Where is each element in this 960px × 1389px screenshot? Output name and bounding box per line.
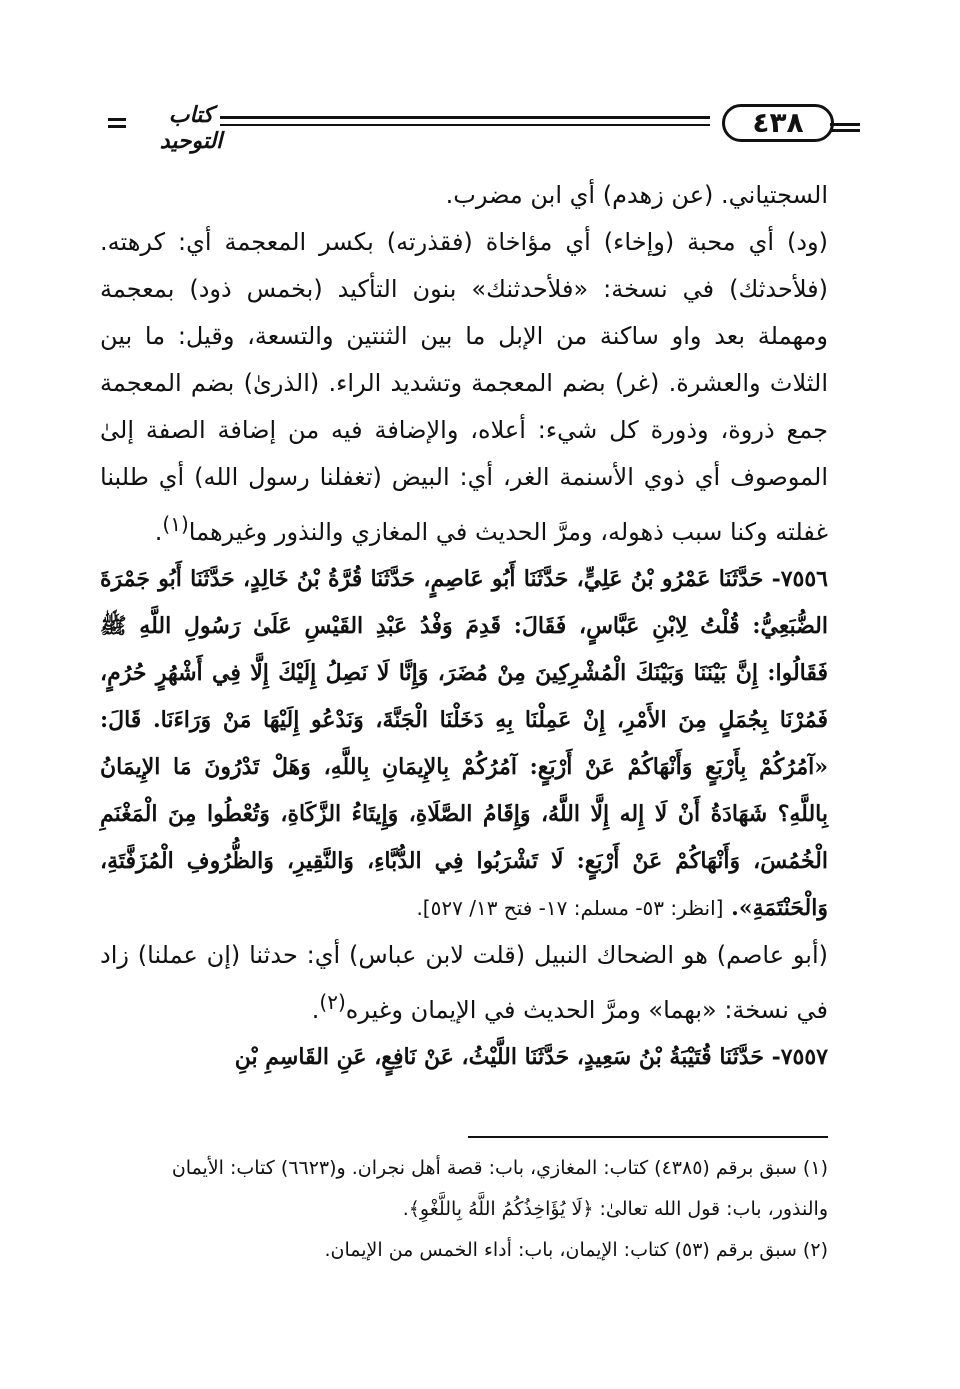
hadith-7557: ٧٥٥٧- حَدَّثَنَا قُتَيْبَةُ بْنُ سَعِيدٍ، حَدَّثَنَا اللَّيْثُ، عَنْ نَافِعٍ، عَنِ القَاسِمِ بْنِ [234, 1044, 828, 1070]
header-rule [220, 124, 710, 126]
hadith-text: ٧٥٥٦- حَدَّثَنَا عَمْرُو بْنُ عَلِيٍّ، حَدَّثَنَا أَبُو عَاصِمٍ، حَدَّثَنَا قُرَّةُ بْنُ خَالِدٍ، حَدَّثَنَا أَبُو جَمْرَةَ الضُّبَعِيُّ: قُلْتُ لِابْنِ عَبَّاسٍ، فَقَالَ: قَدِمَ وَفْدُ عَبْدِ القَيْسِ عَلَىٰ رَسُولِ اللَّهِ ﷺ فَقَالُوا: إِنَّ بَيْنَنَا وَبَيْنَكَ الْمُشْرِكِينَ مِنْ مُضَرَ، وَإِنَّا لَا نَصِلُ إِلَيْكَ إِلَّا فِي أَشْهُرٍ حُرُمٍ، فَمُرْنَا بِجُمَلٍ مِنَ الأَمْرِ، إِنْ عَمِلْنَا بِهِ دَخَلْنَا الْجَنَّةَ، وَنَدْعُو إِلَيْهَا مَنْ وَرَاءَنَا. قَالَ: «آمُرُكُمْ بِأَرْبَعٍ وَأَنْهَاكُمْ عَنْ أَرْبَعٍ: آمُرُكُمْ بِالإِيمَانِ بِاللَّهِ، وَهَلْ تَدْرُونَ مَا الإِيمَانُ بِاللَّهِ؟ شَهَادَةُ أَنْ لَا إِله إِلَّا اللَّهُ، وَإِقَامُ الصَّلَاةِ، وَإِيتَاءُ الزَّكَاةِ، وَتُعْطُوا مِنَ الْمَغْنَمِ الْخُمُسَ، وَأَنْهَاكُمْ عَنْ أَرْبَعٍ: لَا تَشْرَبُوا فِي الدُّبَّاءِ، وَالنَّقِيرِ، وَالظُّرُوفِ الْمُزَفَّتَةِ، وَالْحَنْتَمَةِ». [100, 566, 828, 921]
footnote-2: (٢) سبق برقم (٥٣) كتاب: الإيمان، باب: أداء الخمس من الإيمان. [324, 1239, 828, 1261]
footnote-marker: (٢) [319, 990, 346, 1014]
commentary-paragraph: السجتياني. (عن زهدم) أي ابن مضرب. [445, 181, 828, 209]
book-title: كتاب التوحيد [159, 102, 223, 154]
page-number: ٤٣٨ [722, 104, 834, 142]
header-dash [108, 125, 126, 128]
header-double-rule [220, 116, 710, 130]
footnote-separator [468, 1136, 828, 1138]
hadith-reference: [انظر: ٥٣- مسلم: ١٧- فتح ١٣/ ٥٢٧]. [416, 896, 724, 920]
header-rule [220, 116, 710, 119]
header-dash [108, 118, 126, 121]
header-rule [830, 129, 860, 132]
page-header [100, 98, 860, 154]
commentary-paragraph: (ود) أي محبة (وإخاء) أي مؤاخاة (فقذرته) بكسر المعجمة أي: كرهته. (فلأحدثك) في نسخة: «فلأحدثنك» بنون التأكيد (بخمس ذود) بمعجمة ومهملة بعد واو ساكنة من الإبل ما بين الثنتين والتسعة، وقيل: ما بين الثلاث والعشرة. (غر) بضم المعجمة وتشديد الراء. (الذرىٰ) بضم المعجمة جمع ذروة، وذورة كل شيء: أعلاه، والإضافة فيه من إضافة الصفة إلىٰ الموصوف أي ذوي الأسنمة الغر، أي: البيض (تغفلنا رسول الله) أي طلبنا غفلته وكنا سبب ذهوله، ومرَّ الحديث في المغازي والنذور وغيرهما$^{(١)}$. [100, 228, 828, 546]
footnote-marker: (١) [162, 512, 189, 536]
footnotes [150, 1148, 828, 1271]
header-rule [830, 123, 860, 126]
commentary-text: (ود) أي محبة (وإخاء) أي مؤاخاة (فقذرته) بكسر المعجمة أي: كرهته. (فلأحدثك) في نسخة: «فلأحدثنك» بنون التأكيد (بخمس ذود) بمعجمة ومهملة بعد واو ساكنة من الإبل ما بين الثنتين والتسعة، وقيل: ما بين الثلاث والعشرة. (غر) بضم المعجمة وتشديد الراء. (الذرىٰ) بضم المعجمة جمع ذروة، وذورة كل شيء: أعلاه، والإضافة فيه من إضافة الصفة إلىٰ الموصوف أي ذوي الأسنمة الغر، أي: البيض (تغفلنا رسول الله) أي طلبنا غفلته وكنا سبب ذهوله، ومرَّ الحديث في المغازي والنذور وغيرهما [100, 228, 828, 546]
commentary-text: (أبو عاصم) هو الضحاك النبيل (قلت لابن عباس) أي: حدثنا (إن عملنا) زاد في نسخة: «بهما» ومرَّ الحديث في الإيمان وغيره [100, 941, 828, 1024]
page-body [100, 172, 828, 1081]
footnote-1: (١) سبق برقم (٤٣٨٥) كتاب: المغازي، باب: قصة أهل نجران. و(٦٦٢٣) كتاب: الأيمان والنذور، باب: قول الله تعالىٰ: ﴿لَا يُؤَاخِذُكُمُ اللَّهُ بِاللَّغْوِ﴾. [171, 1157, 828, 1220]
hadith-7556 [100, 556, 828, 932]
page-number-frame [710, 104, 860, 146]
commentary-paragraph: (أبو عاصم) هو الضحاك النبيل (قلت لابن عباس) أي: حدثنا (إن عملنا) زاد في نسخة: «بهما» ومرَّ الحديث في الإيمان وغيره$^{(٢)}$. [100, 941, 828, 1024]
